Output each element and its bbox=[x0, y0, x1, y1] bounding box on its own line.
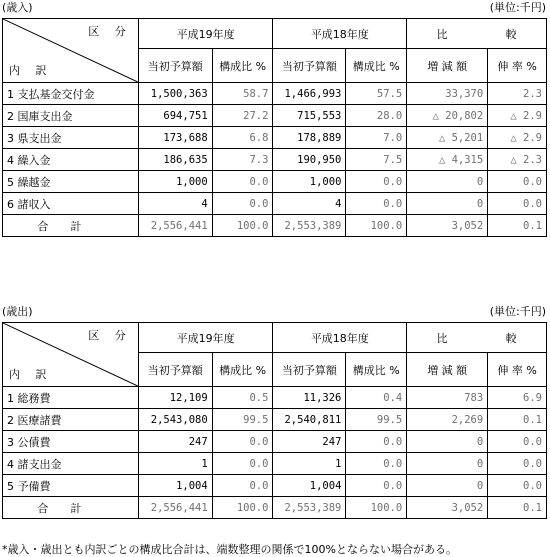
total-growth: 0.1 bbox=[488, 497, 547, 519]
fy19-budget: 1,004 bbox=[138, 475, 212, 497]
fy18-ratio: 7.0 bbox=[346, 127, 407, 149]
row-name: 5 予備費 bbox=[3, 475, 139, 497]
fy18-ratio: 0.0 bbox=[346, 171, 407, 193]
fy18-ratio: 7.5 bbox=[346, 149, 407, 171]
expenditure-table bbox=[2, 322, 547, 519]
fy18-budget: 1,000 bbox=[273, 171, 346, 193]
category-header-bottom: 内 訳 bbox=[9, 368, 53, 381]
comparison-header-left: 比 bbox=[436, 331, 448, 345]
fy19-budget: 12,109 bbox=[138, 387, 212, 409]
category-header-top: 区 分 bbox=[88, 25, 132, 38]
change-amount: 33,370 bbox=[407, 83, 488, 105]
fy18-ratio: 0.0 bbox=[346, 453, 407, 475]
revenue-label: (歳入) bbox=[2, 1, 33, 14]
change-amount: △ 20,802 bbox=[407, 105, 488, 127]
fy19-ratio: 0.0 bbox=[212, 453, 273, 475]
ratio-header: 構成比 % bbox=[212, 353, 273, 387]
table-row bbox=[3, 409, 547, 431]
table-row bbox=[3, 171, 547, 193]
expenditure-label: (歳出) bbox=[2, 305, 33, 318]
fy19-ratio: 6.8 bbox=[212, 127, 273, 149]
row-name: 3 県支出金 bbox=[3, 127, 139, 149]
growth-rate: 0.0 bbox=[488, 193, 547, 215]
row-name: 3 公債費 bbox=[3, 431, 139, 453]
category-header bbox=[3, 19, 139, 83]
total-fy19-ratio: 100.0 bbox=[212, 497, 273, 519]
fy18-ratio: 0.0 bbox=[346, 193, 407, 215]
category-header-top: 区 分 bbox=[88, 329, 132, 342]
growth-rate: 6.9 bbox=[488, 387, 547, 409]
growth-rate: 0.0 bbox=[488, 475, 547, 497]
fy19-budget: 247 bbox=[138, 431, 212, 453]
table-row bbox=[3, 193, 547, 215]
ratio-header: 構成比 % bbox=[212, 49, 273, 83]
fy19-header: 平成19年度 bbox=[138, 323, 273, 353]
row-name: 4 諸支出金 bbox=[3, 453, 139, 475]
total-fy19-budget: 2,556,441 bbox=[138, 497, 212, 519]
comparison-header bbox=[407, 19, 547, 49]
budget-header: 当初予算額 bbox=[138, 49, 212, 83]
fy18-budget: 4 bbox=[273, 193, 346, 215]
fy18-budget: 715,553 bbox=[273, 105, 346, 127]
row-name: 6 諸収入 bbox=[3, 193, 139, 215]
fy18-ratio: 0.4 bbox=[346, 387, 407, 409]
comparison-header-right: 較 bbox=[505, 27, 517, 41]
total-change: 3,052 bbox=[407, 215, 488, 237]
change-amount: △ 5,201 bbox=[407, 127, 488, 149]
growth-rate: △ 2.3 bbox=[488, 149, 547, 171]
fy18-budget: 2,540,811 bbox=[273, 409, 346, 431]
total-change: 3,052 bbox=[407, 497, 488, 519]
total-fy18-ratio: 100.0 bbox=[346, 497, 407, 519]
fy19-ratio: 0.0 bbox=[212, 475, 273, 497]
growth-header: 伸 率 % bbox=[488, 353, 547, 387]
growth-header: 伸 率 % bbox=[488, 49, 547, 83]
budget-header: 当初予算額 bbox=[138, 353, 212, 387]
comparison-header bbox=[407, 323, 547, 353]
total-growth: 0.1 bbox=[488, 215, 547, 237]
fy19-budget: 1,000 bbox=[138, 171, 212, 193]
row-name: 5 繰越金 bbox=[3, 171, 139, 193]
footnote: *歳入・歳出とも内訳ごとの構成比合計は、端数整理の関係で100%とならない場合がある。 bbox=[2, 543, 457, 556]
total-row bbox=[3, 215, 547, 237]
fy18-ratio: 28.0 bbox=[346, 105, 407, 127]
comparison-header-left: 比 bbox=[436, 27, 448, 41]
fy19-ratio: 0.0 bbox=[212, 193, 273, 215]
fy19-ratio: 0.5 bbox=[212, 387, 273, 409]
category-header bbox=[3, 323, 139, 387]
fy19-ratio: 7.3 bbox=[212, 149, 273, 171]
total-fy18-ratio: 100.0 bbox=[346, 215, 407, 237]
change-header: 増 減 額 bbox=[407, 353, 488, 387]
fy19-budget: 4 bbox=[138, 193, 212, 215]
table-row bbox=[3, 105, 547, 127]
fy19-ratio: 99.5 bbox=[212, 409, 273, 431]
change-header: 増 減 額 bbox=[407, 49, 488, 83]
revenue-table bbox=[2, 18, 547, 237]
fy19-ratio: 0.0 bbox=[212, 171, 273, 193]
growth-rate: 0.1 bbox=[488, 409, 547, 431]
change-amount: 783 bbox=[407, 387, 488, 409]
change-amount: 2,269 bbox=[407, 409, 488, 431]
fy18-budget: 190,950 bbox=[273, 149, 346, 171]
fy18-ratio: 0.0 bbox=[346, 431, 407, 453]
fy19-budget: 694,751 bbox=[138, 105, 212, 127]
expenditure-unit: (単位:千円) bbox=[489, 305, 546, 318]
total-label: 合計 bbox=[3, 497, 139, 519]
fy18-header: 平成18年度 bbox=[273, 323, 407, 353]
budget-header: 当初予算額 bbox=[273, 49, 346, 83]
total-row bbox=[3, 497, 547, 519]
fy18-ratio: 57.5 bbox=[346, 83, 407, 105]
table-row bbox=[3, 453, 547, 475]
fy18-budget: 178,889 bbox=[273, 127, 346, 149]
total-fy19-budget: 2,556,441 bbox=[138, 215, 212, 237]
ratio-header: 構成比 % bbox=[346, 49, 407, 83]
fy18-budget: 1,004 bbox=[273, 475, 346, 497]
fy19-ratio: 58.7 bbox=[212, 83, 273, 105]
change-amount: △ 4,315 bbox=[407, 149, 488, 171]
fy19-ratio: 27.2 bbox=[212, 105, 273, 127]
ratio-header: 構成比 % bbox=[346, 353, 407, 387]
fy19-budget: 1,500,363 bbox=[138, 83, 212, 105]
growth-rate: 2.3 bbox=[488, 83, 547, 105]
table-row bbox=[3, 127, 547, 149]
table-row bbox=[3, 431, 547, 453]
total-fy18-budget: 2,553,389 bbox=[273, 497, 346, 519]
fy18-ratio: 0.0 bbox=[346, 475, 407, 497]
row-name: 4 繰入金 bbox=[3, 149, 139, 171]
category-header-bottom: 内 訳 bbox=[9, 64, 53, 77]
row-name: 1 総務費 bbox=[3, 387, 139, 409]
fy18-budget: 1 bbox=[273, 453, 346, 475]
table-row bbox=[3, 149, 547, 171]
fy19-budget: 1 bbox=[138, 453, 212, 475]
total-label: 合計 bbox=[3, 215, 139, 237]
growth-rate: △ 2.9 bbox=[488, 127, 547, 149]
budget-header: 当初予算額 bbox=[273, 353, 346, 387]
fy19-header: 平成19年度 bbox=[138, 19, 273, 49]
fy18-header: 平成18年度 bbox=[273, 19, 407, 49]
change-amount: 0 bbox=[407, 431, 488, 453]
change-amount: 0 bbox=[407, 453, 488, 475]
comparison-header-right: 較 bbox=[505, 331, 517, 345]
row-name: 2 医療諸費 bbox=[3, 409, 139, 431]
fy18-ratio: 99.5 bbox=[346, 409, 407, 431]
fy19-budget: 186,635 bbox=[138, 149, 212, 171]
fy18-budget: 247 bbox=[273, 431, 346, 453]
fy18-budget: 1,466,993 bbox=[273, 83, 346, 105]
row-name: 1 支払基金交付金 bbox=[3, 83, 139, 105]
row-name: 2 国庫支出金 bbox=[3, 105, 139, 127]
table-row bbox=[3, 387, 547, 409]
change-amount: 0 bbox=[407, 171, 488, 193]
growth-rate: 0.0 bbox=[488, 453, 547, 475]
growth-rate: 0.0 bbox=[488, 431, 547, 453]
fy19-ratio: 0.0 bbox=[212, 431, 273, 453]
growth-rate: 0.0 bbox=[488, 171, 547, 193]
revenue-unit: (単位:千円) bbox=[489, 1, 546, 14]
change-amount: 0 bbox=[407, 193, 488, 215]
total-fy19-ratio: 100.0 bbox=[212, 215, 273, 237]
table-row bbox=[3, 83, 547, 105]
growth-rate: △ 2.9 bbox=[488, 105, 547, 127]
fy19-budget: 173,688 bbox=[138, 127, 212, 149]
fy18-budget: 11,326 bbox=[273, 387, 346, 409]
change-amount: 0 bbox=[407, 475, 488, 497]
fy19-budget: 2,543,080 bbox=[138, 409, 212, 431]
table-row bbox=[3, 475, 547, 497]
total-fy18-budget: 2,553,389 bbox=[273, 215, 346, 237]
